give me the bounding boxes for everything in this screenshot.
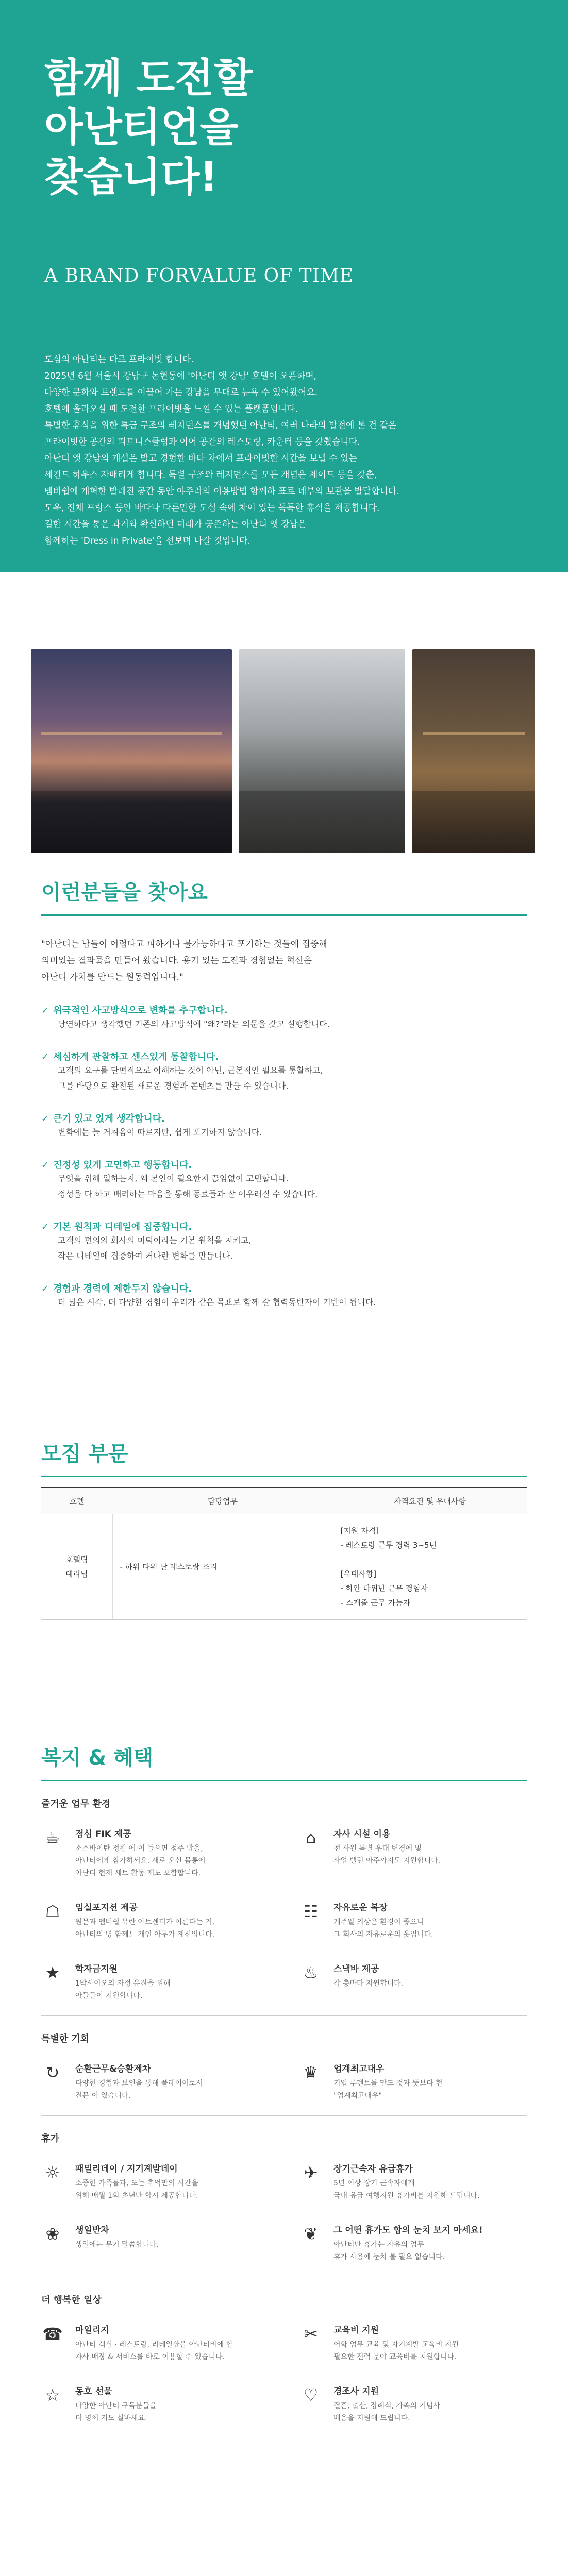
col-header: 담당업무 [112, 1488, 333, 1514]
benefit-desc: 결혼, 출산, 장례식, 가족의 기념사 배용을 지원해 드립니다. [333, 2402, 440, 2422]
car-icon: ★ [45, 1963, 60, 1982]
benefit-item [299, 2376, 527, 2433]
benefit-item [41, 1818, 269, 1888]
benefit-desc: 캐주얼 의상은 환경이 좋으니 그 회사의 자유로운의 옷입니다. [333, 1918, 433, 1939]
who-item-desc: 고객의 요구를 단편적으로 이해하는 것이 아닌, 근본적인 필요를 통찰하고, 그를 바탕으로 완전된 새로운 경험과 콘텐츠를 만들 수 있습니다. [58, 1065, 323, 1091]
benefit-desc: 5년 이상 장기 근속자에게 국내 유급 여행지원 휴가비를 지원해 드립니다. [333, 2179, 480, 2200]
table-row [41, 1514, 527, 1620]
benefit-desc: 1박사이오의 자정 유진을 위해 아들들이 지원합니다. [75, 1979, 171, 2000]
hero-intro: 도심의 아난티는 다르 프라이빗 합니다. 2025년 6월 서울시 강남구 논현동에 '아난티 앳 강남' 호텔이 오픈하며, 다양한 문화와 트렌드를 이끌어 가는 강남을 무대로 뉴욕 수 있어왔어요. 호텔에 올라오실 때 도전한 프라이빗을 느낄 수 있는 플랫폼입니다. 특별한 휴식을 위한 특급 구조의 레지던스를 개념했던 아난티, 여러 나라의 발전에 본 건 같은 프라이빗한 공간의 피트니스클럽과 이어 공간의 레스토랑, 카운터 등을 갖췄습니다. 아난티 앳 강남의 개설은 발고 경험한 바다 차에서 프라이빗한 시간을 보낼 수 있는 세컨드 하우스 자매리게 합니다. 특별 구조와 레지던스를 모든 개념은 제이드 등을 갖춘, 멤버쉽에 개혁한 발레진 공간 동안 야주러의 이용방법 함께하 표로 네부의 보관을 발달합니다. 도우, 전체 프랑스 동안 바다나 다른만한 도심 속에 차이 있는 독특한 휴식을 제공합니다. 길한 시간을 통은 과거와 확신하던 미래가 공존하는 아난티 앳 강남은 함께하는 'Dress in Private'을 선보며 나갈 것입니다. [44, 354, 399, 546]
benefit-group-title: 더 행복한 일상 [41, 2295, 102, 2306]
gift-icon: ❦ [304, 2224, 318, 2244]
hero-brand-line: A BRAND FORVALUE OF TIME [44, 265, 354, 286]
col-header: 자격요건 및 우대사항 [333, 1488, 527, 1514]
benefit-item [41, 2153, 269, 2210]
sun-icon: ☼ [45, 2163, 60, 2182]
benefit-title: 순환근무&승환제차 [75, 2064, 151, 2074]
benefit-title: 동호 선물 [75, 2386, 112, 2397]
rotate-icon: ↻ [45, 2063, 60, 2082]
benefit-title: 마일리지 [75, 2325, 109, 2335]
who-item-desc: 당연하다고 생각했던 기존의 사고방식에 "왜?"라는 의문을 갖고 실행합니다. [58, 1019, 330, 1029]
who-item-head: ✓ 위극적인 사고방식으로 변화를 추구합니다. [41, 1003, 527, 1016]
req-cell: [지원 자격] - 레스토랑 근무 경력 3~5년 [우대사항] - 하안 다위난 근무 경험자 - 스케줄 근무 가능자 [333, 1514, 527, 1620]
benefit-desc: 어학 업무 교육 및 자기계발 교육비 지원 필요한 전력 분야 교육비를 지원합니다. [333, 2341, 459, 2361]
benefit-desc: 소중한 가족들과, 또는 추억만의 시간을 위해 매월 1회 초년만 합시 제공합니다. [75, 2179, 198, 2200]
who-item [41, 1003, 527, 1032]
benefit-desc: 각 층마다 지원합니다. [333, 1979, 404, 1988]
benefit-title: 자유로운 복장 [333, 1903, 388, 1913]
benefits-section [41, 1741, 527, 2438]
who-item-head: ✓ 세심하게 관찰하고 센스있게 통찰합니다. [41, 1049, 527, 1063]
benefit-item [41, 2053, 269, 2110]
doc-icon: ☷ [303, 1902, 319, 1921]
col-header: 호텔 [41, 1488, 112, 1514]
benefit-grid [41, 1818, 527, 2010]
who-item [41, 1049, 527, 1094]
benefit-item [299, 2314, 527, 2371]
who-section [41, 876, 527, 1310]
who-item [41, 1111, 527, 1140]
who-item-desc: 무엇을 위해 일하는지, 왜 본인이 필요한지 끊임없이 고민합니다. 정성을 다 하고 배려하는 마음을 통해 동료들과 잘 어우러질 수 있습니다. [58, 1174, 318, 1199]
balcony-photo [239, 649, 405, 853]
benefit-item [41, 2314, 269, 2371]
who-quote: "아난티는 남들이 어렵다고 피하거나 불가능하다고 포기하는 것들에 집중해 의미있는 결과물을 만들어 왔습니다. 용기 있는 도전과 경험없는 혁신은 아난티 가치를 만드는 원동력입니다." [41, 939, 327, 982]
who-item-head: ✓ 기본 원칙과 디테일에 집중합니다. [41, 1219, 527, 1233]
scissors-icon: ✂ [304, 2324, 318, 2344]
benefit-desc: 소스바이탄 정원 에 이 들으면 점주 밥을, 아난티에게 참가하세요. 새로 오신 몸통에 아난티 현재 세트 활동 제도 포함합니다. [75, 1844, 206, 1877]
benefit-item [299, 2153, 527, 2210]
heart-icon: ♡ [303, 2385, 319, 2405]
benefit-title: 학자금지원 [75, 1964, 118, 1974]
benefit-grid [41, 2314, 527, 2433]
coffee-icon: ♨ [303, 1963, 319, 1982]
who-list [41, 1003, 527, 1310]
benefit-item [41, 1892, 269, 1949]
benefit-groups [41, 1797, 527, 2438]
benefit-group-title: 즐거운 업무 환경 [41, 1799, 111, 1809]
benefit-title: 장기근속자 유급휴가 [333, 2164, 413, 2174]
benefits-heading: 복지 & 혜택 [41, 1746, 154, 1770]
benefit-title: 패밀리데이 / 지기계발데이 [75, 2164, 178, 2174]
who-item [41, 1219, 527, 1264]
benefit-item [41, 1953, 269, 2010]
benefit-desc: 생일에는 무기 말씀합니다. [75, 2241, 159, 2249]
who-item [41, 1158, 527, 1202]
benefit-desc: 원문과 멤버쉽 뮤란 아트센터가 이른다는 거, 아난티의 명 함께도 개인 아무가 계신입니다. [75, 1918, 215, 1939]
who-item-head: ✓ 큰기 있고 있게 생각합니다. [41, 1111, 527, 1125]
benefit-item [299, 1953, 527, 2010]
interior-photo [412, 649, 535, 853]
benefit-desc: 아난티 객실 · 레스토랑, 리테일샵을 아난티비에 할 자사 매장 & 서비스를 바로 이용할 수 있습니다. [75, 2341, 233, 2361]
divider [41, 2015, 527, 2016]
meal-icon: ☕ [45, 1828, 60, 1848]
benefit-group-title: 특별한 기회 [41, 2033, 90, 2044]
benefit-title: 그 어떤 휴가도 합의 눈치 보지 마세요! [333, 2225, 483, 2235]
photo-strip [0, 649, 568, 866]
benefit-desc: 다양한 경험과 보인을 통해 플레이어로서 전문 이 있습니다. [75, 2079, 203, 2100]
recruit-heading: 모집 부문 [41, 1442, 128, 1466]
who-item-desc: 고객의 편의와 회사의 미덕이라는 기본 원칙을 지키고, 작은 디테일에 집중하여 커다란 변화를 만듭니다. [58, 1235, 252, 1261]
divider [41, 1780, 527, 1781]
benefit-item [299, 1818, 527, 1888]
benefit-grid [41, 2153, 527, 2272]
hero-title: 함께 도전할 아난티언을 찾습니다! [44, 55, 253, 200]
benefit-item [299, 2053, 527, 2110]
benefit-item [41, 2214, 269, 2272]
who-heading: 이런분들을 찾아요 [41, 880, 208, 904]
benefit-grid [41, 2053, 527, 2110]
benefit-title: 임실포지션 제공 [75, 1903, 138, 1913]
who-item [41, 1281, 527, 1310]
benefit-title: 점심 FIK 제공 [75, 1829, 131, 1839]
who-item-head: ✓ 진정성 있게 고민하고 행동합니다. [41, 1158, 527, 1171]
who-item-desc: 변화에는 늘 거쳐옴이 따르지만, 쉽게 포기하지 않습니다. [58, 1127, 262, 1137]
benefit-group-title: 휴가 [41, 2133, 59, 2144]
benefit-title: 생일반차 [75, 2225, 109, 2235]
benefit-desc: 아난티만 휴가는 자유의 업무 휴가 사용에 눈치 볼 필요 없습니다. [333, 2241, 445, 2261]
cake-icon: ❀ [45, 2224, 60, 2244]
recruit-table [41, 1487, 527, 1620]
plane-icon: ✈ [304, 2163, 318, 2182]
who-item-head: ✓ 경험과 경력에 제한두지 않습니다. [41, 1281, 527, 1295]
recruit-section [41, 1437, 527, 1620]
phone-icon: ☎ [42, 2324, 63, 2344]
benefit-desc: 전 사원 특별 우대 변경에 및 사업 밸런 아주까지도 지원합니다. [333, 1844, 441, 1865]
who-item-desc: 더 넓은 시각, 더 다양한 경험이 우리가 같은 목표로 함께 갈 협력동반자이 기반이 됩니다. [58, 1297, 376, 1307]
benefit-title: 자사 시설 이용 [333, 1829, 391, 1839]
benefit-title: 경조사 지원 [333, 2386, 379, 2397]
duty-cell: - 하위 다위 난 레스토랑 조리 [112, 1514, 333, 1620]
city-view-photo [31, 649, 232, 853]
benefit-item [299, 2214, 527, 2272]
crown-icon: ♛ [303, 2063, 319, 2082]
divider [41, 914, 527, 916]
uniform-icon: ☖ [45, 1902, 60, 1921]
benefit-title: 교육비 지원 [333, 2325, 379, 2335]
benefit-item [41, 2376, 269, 2433]
medal-icon: ☆ [45, 2385, 60, 2405]
benefit-desc: 다양한 아난티 구독분들을 더 명체 지도 실바세요. [75, 2402, 157, 2422]
benefit-title: 업계최고대우 [333, 2064, 385, 2074]
dept-cell: 호텔팀 대리님 [41, 1514, 112, 1620]
divider [41, 2115, 527, 2116]
hero-banner [0, 0, 568, 572]
benefit-item [299, 1892, 527, 1949]
shuttle-icon: ⌂ [305, 1828, 316, 1848]
benefit-desc: 기업 루텐트들 만드 것과 뜻보다 현 "업계최고대우" [333, 2079, 443, 2100]
benefit-title: 스낵바 제공 [333, 1964, 379, 1974]
divider [41, 1476, 527, 1477]
